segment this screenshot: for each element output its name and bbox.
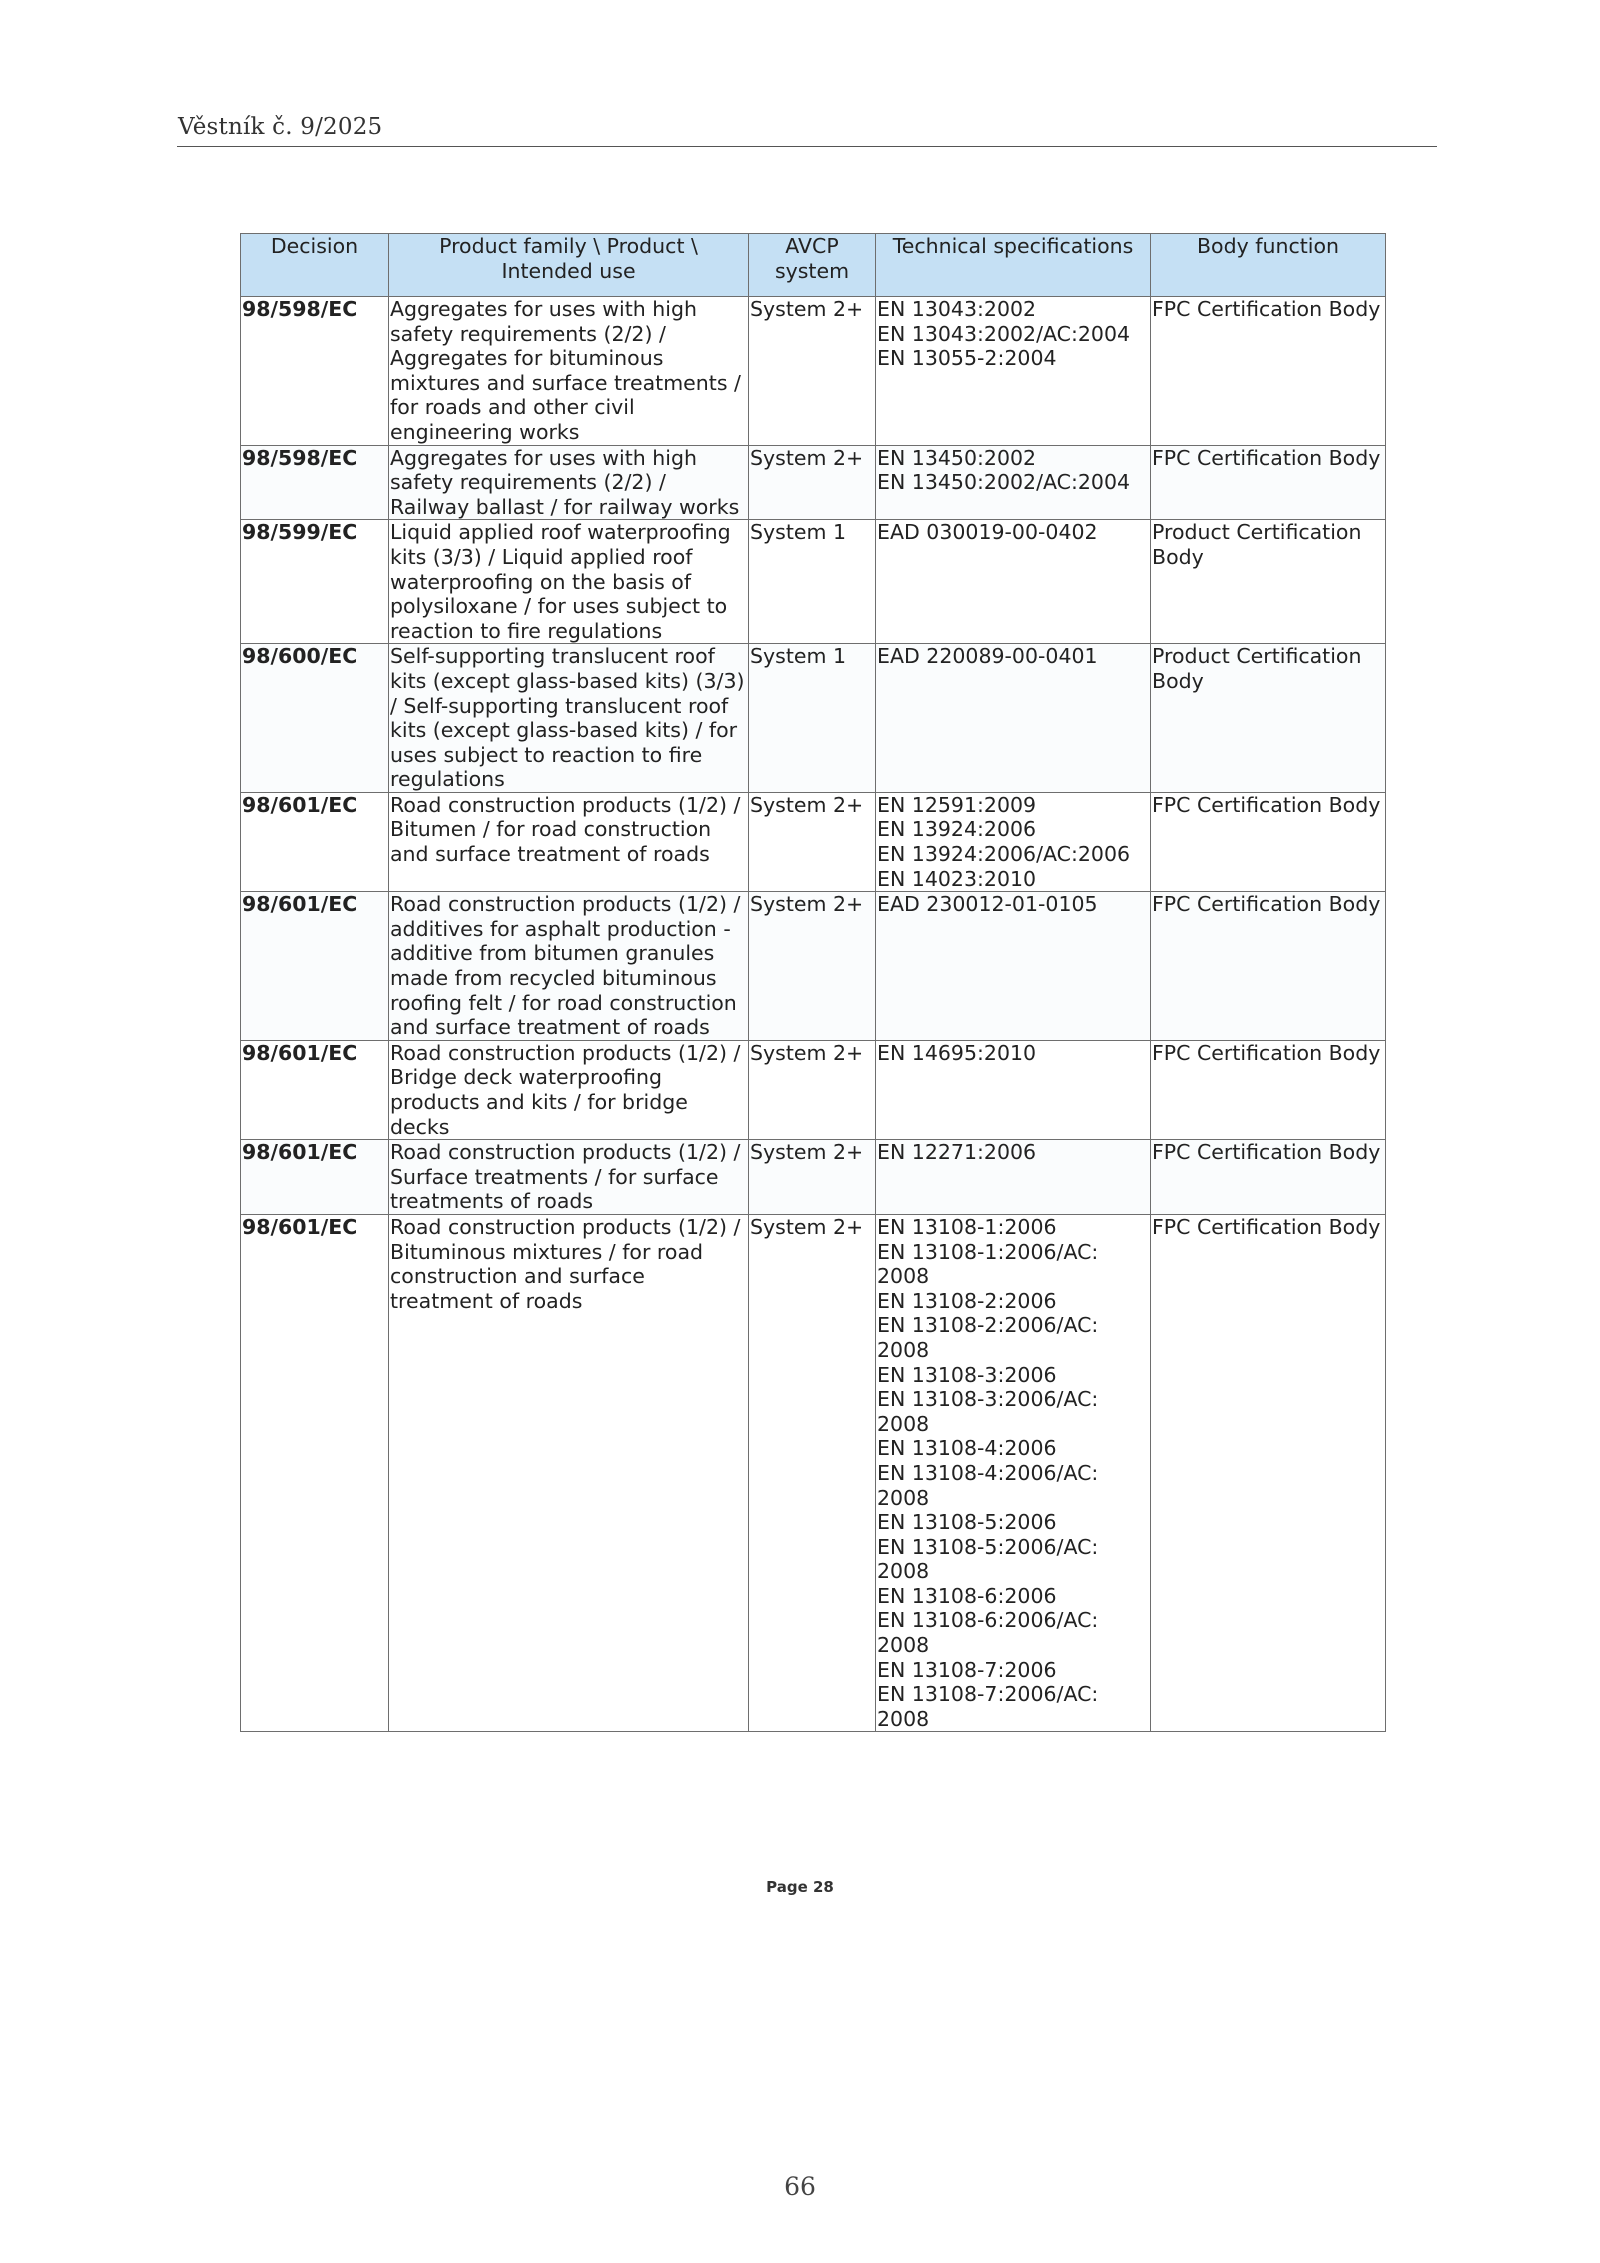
avcp-cell: System 1 xyxy=(749,520,876,644)
product-cell: Aggregates for uses with high safety requirements (2/2) / Railway ballast / for railway works xyxy=(389,445,749,520)
column-header-body: Body function xyxy=(1151,234,1386,297)
body-function-cell: FPC Certification Body xyxy=(1151,445,1386,520)
table-row xyxy=(241,1214,1386,1731)
column-header-decision: Decision xyxy=(241,234,389,297)
avcp-cell: System 2+ xyxy=(749,1140,876,1215)
avcp-cell: System 2+ xyxy=(749,892,876,1041)
certification-table xyxy=(240,233,1386,1732)
specs-cell: EN 12591:2009 EN 13924:2006 EN 13924:2006/AC:2006 EN 14023:2010 xyxy=(876,792,1151,891)
decision-cell: 98/599/EC xyxy=(241,520,389,644)
running-header-title: Věstník č. 9/2025 xyxy=(178,114,383,140)
decision-cell: 98/600/EC xyxy=(241,644,389,793)
table-row xyxy=(241,1040,1386,1139)
specs-cell: EN 13450:2002 EN 13450:2002/AC:2004 xyxy=(876,445,1151,520)
body-function-cell: Product Certification Body xyxy=(1151,520,1386,644)
specs-cell: EN 14695:2010 xyxy=(876,1040,1151,1139)
body-function-cell: FPC Certification Body xyxy=(1151,1040,1386,1139)
table-row xyxy=(241,297,1386,446)
body-function-cell: FPC Certification Body xyxy=(1151,1140,1386,1215)
specs-cell: EN 13043:2002 EN 13043:2002/AC:2004 EN 13055-2:2004 xyxy=(876,297,1151,446)
specs-cell: EN 12271:2006 xyxy=(876,1140,1151,1215)
specs-cell: EAD 220089-00-0401 xyxy=(876,644,1151,793)
body-function-cell: FPC Certification Body xyxy=(1151,1214,1386,1731)
body-function-cell: FPC Certification Body xyxy=(1151,892,1386,1041)
avcp-cell: System 2+ xyxy=(749,1214,876,1731)
product-cell: Aggregates for uses with high safety requirements (2/2) / Aggregates for bituminous mixtures and surface treatments / for roads and other civil engineering works xyxy=(389,297,749,446)
product-cell: Road construction products (1/2) / Bitumen / for road construction and surface treatment of roads xyxy=(389,792,749,891)
decision-cell: 98/601/EC xyxy=(241,892,389,1041)
body-function-cell: Product Certification Body xyxy=(1151,644,1386,793)
product-cell: Road construction products (1/2) / additives for asphalt production - additive from bitumen granules made from recycled bituminous roofing felt / for road construction and surface treatment of roads xyxy=(389,892,749,1041)
body-function-cell: FPC Certification Body xyxy=(1151,792,1386,891)
table-row xyxy=(241,445,1386,520)
product-cell: Self-supporting translucent roof kits (except glass-based kits) (3/3) / Self-supporting translucent roof kits (except glass-based kits) / for uses subject to reaction to fire regulations xyxy=(389,644,749,793)
decision-cell: 98/601/EC xyxy=(241,792,389,891)
column-header-avcp: AVCP system xyxy=(749,234,876,297)
page-number: 66 xyxy=(784,2172,816,2201)
column-header-product: Product family \ Product \ Intended use xyxy=(389,234,749,297)
avcp-cell: System 2+ xyxy=(749,1040,876,1139)
product-cell: Road construction products (1/2) / Bituminous mixtures / for road construction and surface treatment of roads xyxy=(389,1214,749,1731)
table-row xyxy=(241,892,1386,1041)
table-row xyxy=(241,520,1386,644)
table-header-row xyxy=(241,234,1386,297)
product-cell: Liquid applied roof waterproofing kits (3/3) / Liquid applied roof waterproofing on the basis of polysiloxane / for uses subject to reaction to fire regulations xyxy=(389,520,749,644)
decision-cell: 98/598/EC xyxy=(241,297,389,446)
decision-cell: 98/598/EC xyxy=(241,445,389,520)
avcp-cell: System 1 xyxy=(749,644,876,793)
specs-cell: EAD 030019-00-0402 xyxy=(876,520,1151,644)
header-divider xyxy=(177,146,1437,147)
avcp-cell: System 2+ xyxy=(749,792,876,891)
decision-cell: 98/601/EC xyxy=(241,1040,389,1139)
specs-cell: EN 13108-1:2006 EN 13108-1:2006/AC: 2008 EN 13108-2:2006 EN 13108-2:2006/AC: 2008 EN 13108-3:2006 EN 13108-3:2006/AC: 2008 EN 13108-4:2006 EN 13108-4:2006/AC: 2008 EN 13108-5:2006 EN 13108-5:2006/AC: 2008 EN 13108-6:2006 EN 13108-6:2006/AC: 2008 EN 13108-7:2006 EN 13108-7:2006/AC: 2008 xyxy=(876,1214,1151,1731)
product-cell: Road construction products (1/2) / Bridge deck waterproofing products and kits / for bridge decks xyxy=(389,1040,749,1139)
specs-cell: EAD 230012-01-0105 xyxy=(876,892,1151,1041)
product-cell: Road construction products (1/2) / Surface treatments / for surface treatments of roads xyxy=(389,1140,749,1215)
body-function-cell: FPC Certification Body xyxy=(1151,297,1386,446)
decision-cell: 98/601/EC xyxy=(241,1214,389,1731)
avcp-cell: System 2+ xyxy=(749,297,876,446)
decision-cell: 98/601/EC xyxy=(241,1140,389,1215)
column-header-specs: Technical specifications xyxy=(876,234,1151,297)
avcp-cell: System 2+ xyxy=(749,445,876,520)
table-row xyxy=(241,644,1386,793)
table-row xyxy=(241,1140,1386,1215)
table-row xyxy=(241,792,1386,891)
page-label: Page 28 xyxy=(766,1878,834,1896)
